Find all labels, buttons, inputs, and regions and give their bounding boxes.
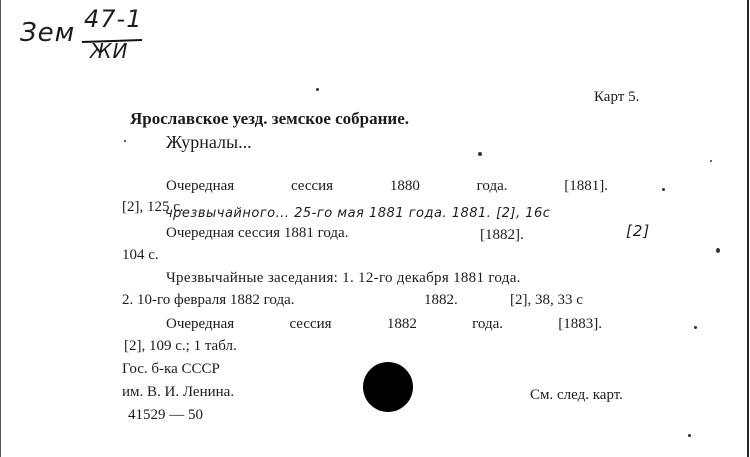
entry-4-word: Очередная [166,316,235,332]
speck [662,188,665,191]
punch-hole [363,362,413,412]
entry-1-word: Очередная [166,178,235,194]
card-number: Карт 5. [594,89,640,105]
speck [478,152,482,156]
call-number-top: 47-1 [84,5,143,33]
entry-3-pages: [2], 38, 33 с [510,292,583,308]
stamp-line-2: им. В. И. Ленина. [122,384,235,400]
speck [716,248,720,253]
entry-1-word: сессия [290,178,334,194]
call-number-bottom: ЖИ [90,39,129,63]
entry-4-word: 1882 [386,316,417,332]
heading: Ярославское уезд. земское собрание. [130,109,410,128]
entry-2-text: Очередная сессия 1881 года. [166,225,349,241]
speck [694,326,697,329]
speck [688,434,691,437]
entry-1-word: 1880 [389,178,420,194]
speck [316,88,319,91]
call-number-left: Зем [20,18,76,48]
handwritten-insertion: чрезвычайного... 25-го мая 1881 года. 1881. [2], 16с [165,206,551,221]
entry-4-word: сессия [289,316,332,332]
entry-4-word: [1883]. [558,316,602,332]
entry-2-year: [1882]. [480,227,524,243]
entry-3-year: 1882. [424,292,458,308]
entry-1-word: года. [476,178,508,194]
entry-3-line-1: Чрезвычайные заседания: 1. 12-го декабря 1881 года. [166,270,521,286]
entry-4-pages: [2], 109 с.; 1 табл. [124,338,237,354]
entry-1-pages: [2], 125 с. [122,199,184,215]
entry-2-pages: 104 с. [122,247,159,263]
speck [710,160,712,162]
entry-1-line [166,177,608,195]
entry-4-word: года. [472,316,503,332]
card-left-edge [0,0,1,457]
entry-4-line [166,315,602,333]
entry-2-handwritten: [2] [626,222,651,240]
entry-1-word: [1881]. [564,178,608,194]
stamp-line-3: 41529 — 50 [128,407,203,423]
card-right-edge [747,0,749,457]
stamp-line-1: Гос. б-ка СССР [122,361,220,377]
entry-3-line-2: 2. 10-го февраля 1882 года. [122,292,295,308]
continuation-note: См. след. карт. [530,387,623,403]
speck [124,140,126,142]
subheading: Журналы... [166,132,252,152]
